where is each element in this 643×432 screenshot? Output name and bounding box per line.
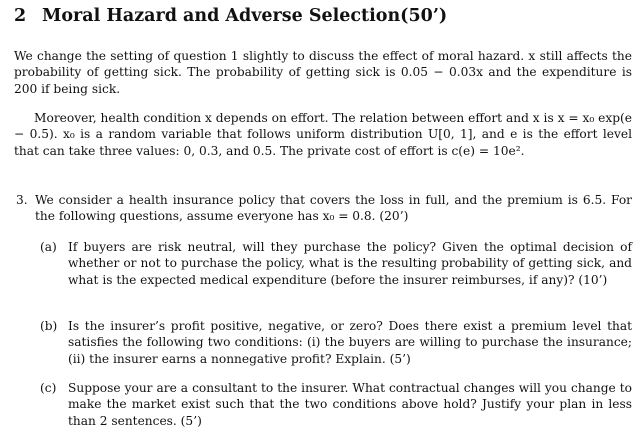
question-text: We consider a health insurance policy that covers the loss in full, and the premium is 6.5. For the following questions, assume everyone has x₀ = 0.8. (20’) (35, 193, 632, 224)
section-title: Moral Hazard and Adverse Selection(50’) (42, 6, 448, 26)
intro-paragraph-1: We change the setting of question 1 slightly to discuss the effect of moral hazard. x still affects the probability of getting sick. The probability of getting sick is 0.05 − 0.03x and the expenditure is 200 if being sick. (14, 49, 632, 96)
question-3 (14, 192, 632, 225)
section-number: 2 (14, 6, 27, 26)
subquestion-text: Is the insurer’s profit positive, negative, or zero? Does there exist a premium level that satisfies the following two conditions: (i) the buyers are willing to purchase the insurance; (ii) the insurer earns a nonnegative profit? Explain. (5’) (68, 319, 632, 366)
subquestion-label: (b) (40, 319, 58, 333)
section-heading (14, 5, 447, 27)
subquestion-a (40, 239, 632, 288)
subquestion-b (40, 318, 632, 367)
intro-paragraph-2: Moreover, health condition x depends on effort. The relation between effort and x is x = x₀ exp(e − 0.5). x₀ is a random variable that follows uniform distribution U[0, 1], and e is the effort level that can take three values: 0, 0.3, and 0.5. The private cost of effort is c(e) = 10e². (14, 111, 632, 158)
question-number: 3. (16, 193, 28, 207)
subquestion-label: (a) (40, 240, 57, 254)
subquestion-text: If buyers are risk neutral, will they purchase the policy? Given the optimal decision of whether or not to purchase the policy, what is the resulting probability of getting sick, and what is the expected medical expenditure (before the insurer reimburses, if any)? (10’) (68, 240, 632, 287)
subquestion-label: (c) (40, 381, 57, 395)
subquestion-c (40, 380, 632, 429)
subquestion-text: Suppose your are a consultant to the insurer. What contractual changes will you change to make the market exist such that the two conditions above hold? Justify your plan in less than 2 sentences. (5’) (68, 381, 632, 428)
